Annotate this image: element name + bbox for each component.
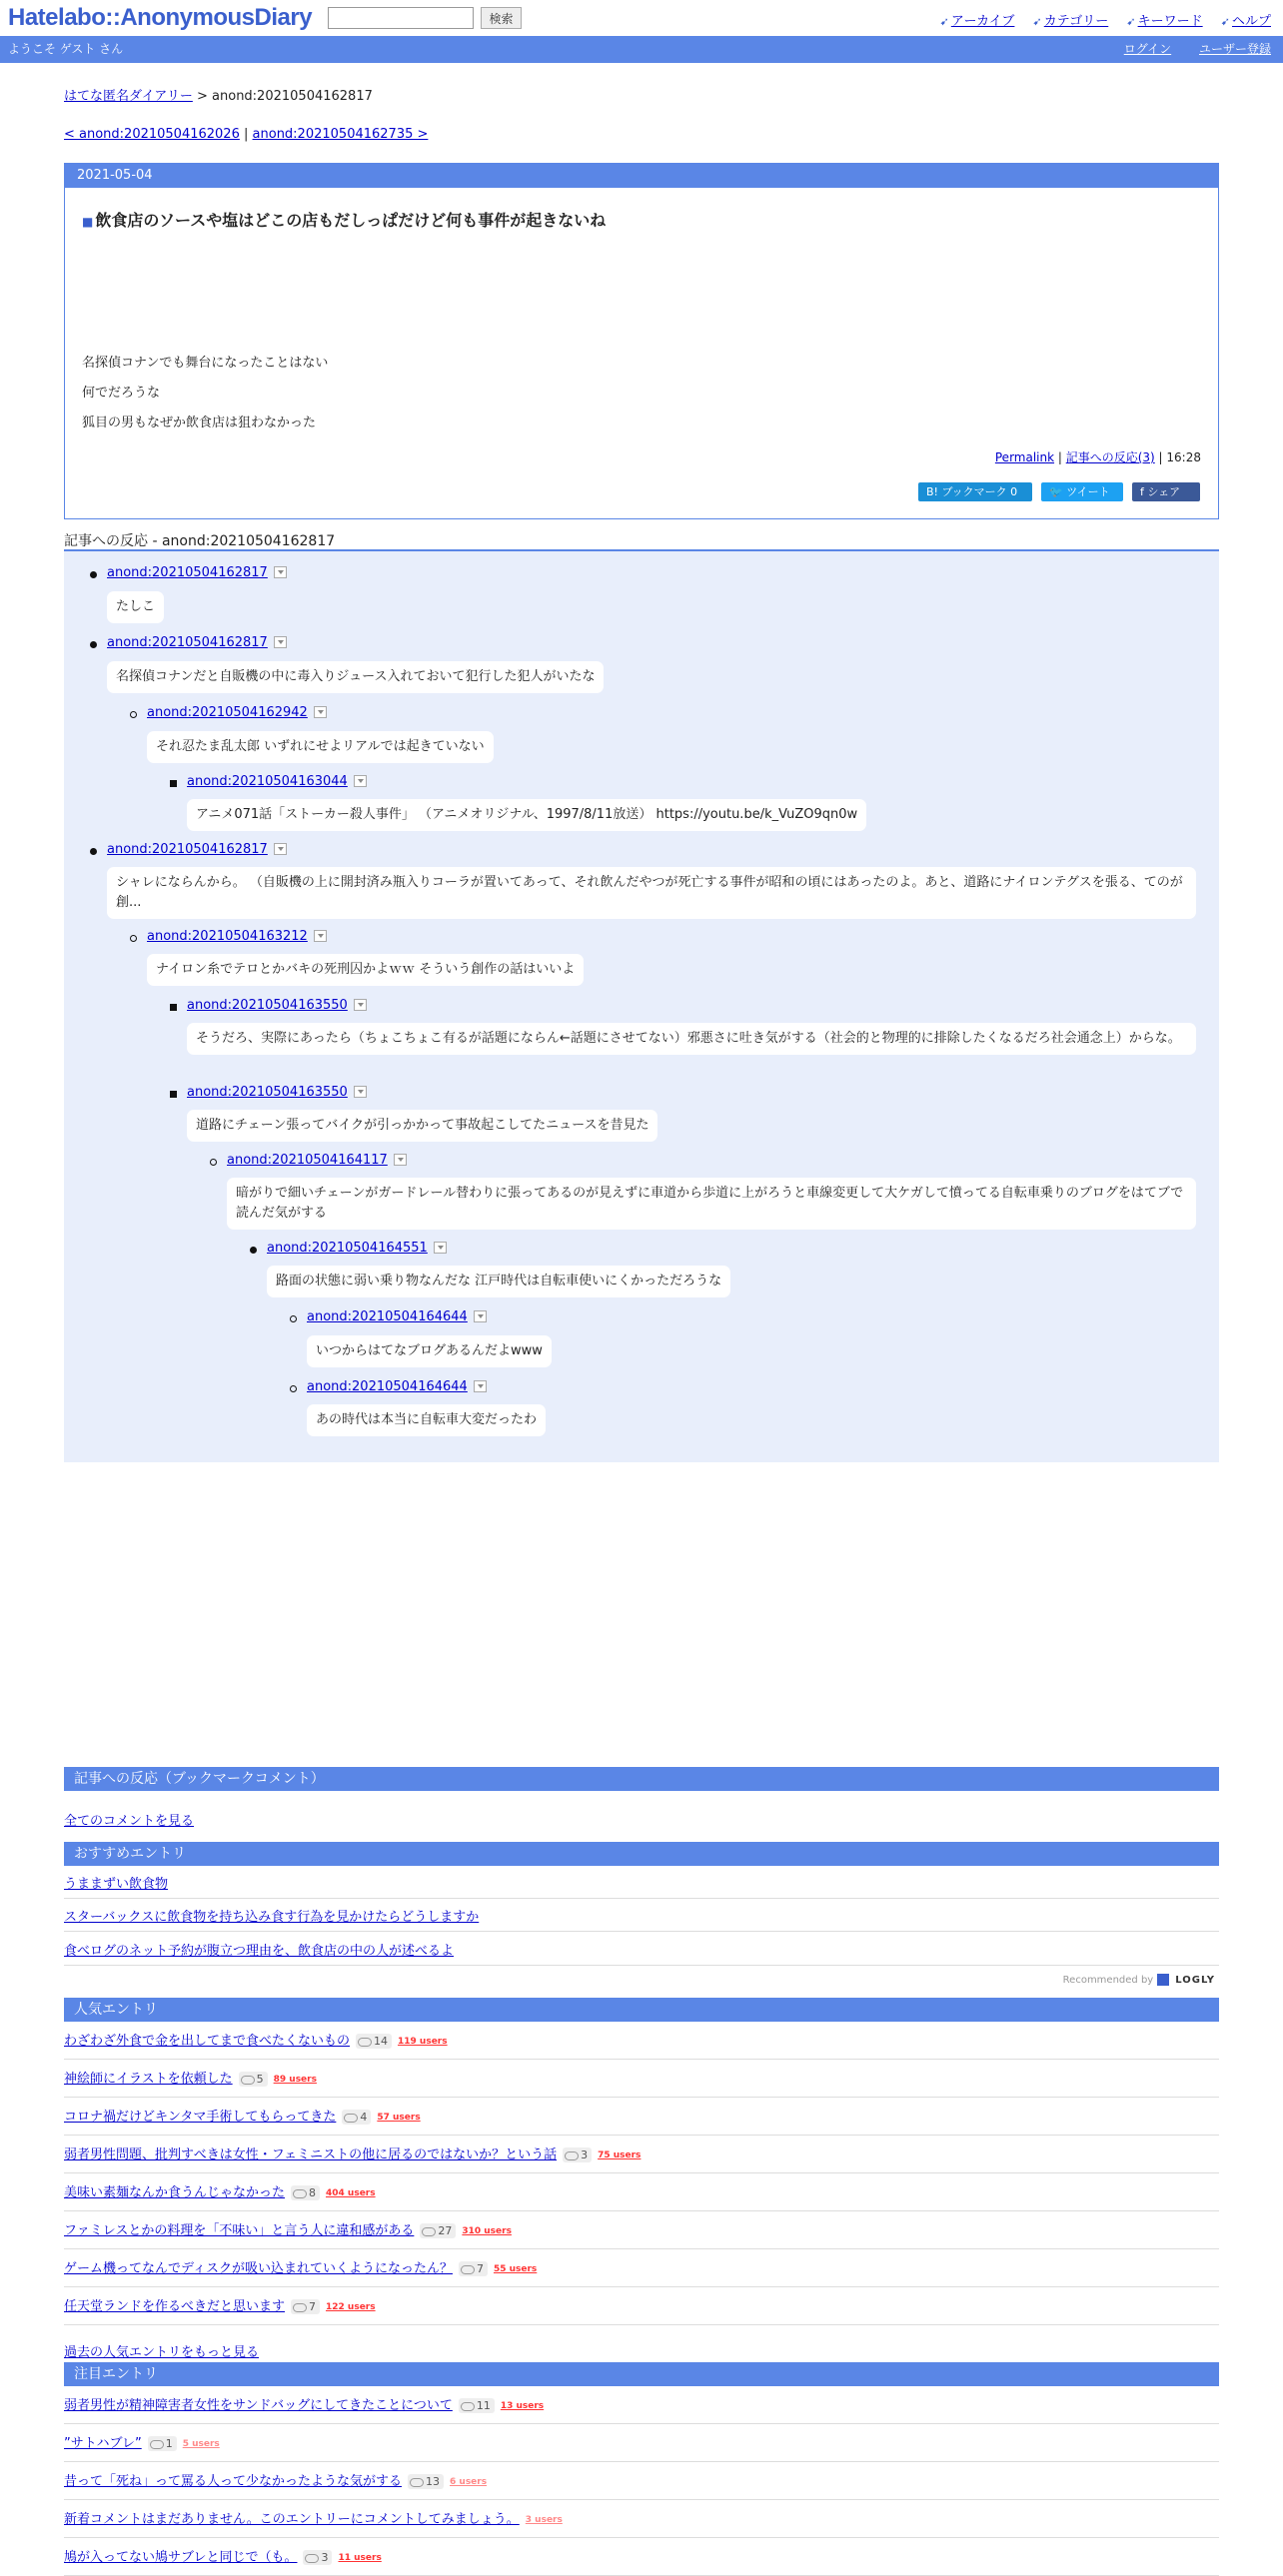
comment-count-value: 7 <box>309 2300 317 2313</box>
comment-count[interactable] <box>408 2474 444 2489</box>
users-badge[interactable]: 310 users <box>462 2225 512 2236</box>
comment-count-value: 3 <box>581 2148 589 2161</box>
users-badge[interactable]: 404 users <box>326 2187 376 2198</box>
entry-link[interactable]: 新着コメントはまだありません。このエントリーにコメントしてみましょう。 <box>64 2512 520 2527</box>
bullet <box>250 1247 257 1254</box>
bullet <box>170 780 177 787</box>
list-item <box>64 2030 1219 2060</box>
entry-date: 2021-05-04 <box>65 164 1218 188</box>
reaction-text: たしこ <box>107 591 164 623</box>
list-item <box>64 2432 1219 2462</box>
reactions-link[interactable]: 記事への反応(3) <box>1065 450 1155 464</box>
entry-link[interactable]: わざわざ外食で金を出してまで食べたくないもの <box>64 2034 351 2049</box>
reaction-link[interactable]: anond:20210504162942 <box>147 705 327 720</box>
dropdown-icon[interactable] <box>274 843 287 855</box>
entry-title-text: 飲食店のソースや塩はどこの店もだしっぱだけど何も事件が起きないね <box>95 211 607 230</box>
reaction-link[interactable]: anond:20210504163212 <box>147 929 327 944</box>
comment-icon <box>305 2554 319 2563</box>
bookmark-comments-heading: 記事への反応（ブックマークコメント） <box>64 1767 1219 1791</box>
comment-count[interactable] <box>459 2398 495 2413</box>
comment-icon <box>358 2038 372 2047</box>
breadcrumb-separator: > <box>196 89 208 104</box>
reaction-text: それ忍たま乱太郎 いずれにせよリアルでは起きていない <box>147 731 494 763</box>
comment-count-value: 14 <box>374 2035 389 2048</box>
search-button[interactable]: 検索 <box>481 7 522 29</box>
arrow-icon: ➹ <box>1220 15 1230 28</box>
comment-icon <box>461 2265 475 2274</box>
reaction-link[interactable]: anond:20210504164551 <box>267 1241 447 1256</box>
comment-count[interactable] <box>291 2185 320 2200</box>
entry-link[interactable]: 任天堂ランドを作るべきだと思います <box>64 2299 286 2314</box>
tweet-button[interactable] <box>1041 482 1123 501</box>
users-badge[interactable]: 122 users <box>326 2301 376 2312</box>
entry-link[interactable]: 弱者男性が精神障害者女性をサンドバッグにしてきたことについて <box>64 2398 453 2413</box>
bullet <box>90 641 97 648</box>
bullet <box>130 935 137 942</box>
arrow-icon: ➹ <box>939 15 949 28</box>
list-item <box>64 1906 1219 1932</box>
reaction-text: シャレにならんから。 （自販機の上に開封済み瓶入りコーラが置いてあって、それ飲んだやつが死亡する事件が昭和の頃にはあったのよ。あと、道路にナイロンテグスを張る、てのが創... <box>107 867 1196 919</box>
bullet <box>210 1159 217 1166</box>
recommended-credit[interactable] <box>1063 1974 1215 1986</box>
arrow-icon: ➹ <box>1032 15 1042 28</box>
logly-icon <box>1157 1974 1169 1986</box>
comment-count-value: 4 <box>360 2111 368 2124</box>
entry-body-line: 狐目の男もなぜか飲食店は狙わなかった <box>82 416 317 430</box>
comment-count-value: 3 <box>321 2551 329 2564</box>
more-popular-link[interactable]: 過去の人気エントリをもっと見る <box>64 2345 260 2360</box>
list-item <box>64 2257 1219 2287</box>
comment-count-value: 11 <box>476 2399 491 2412</box>
entry-link[interactable]: コロナ禍だけどキンタマ手術してもらってきた <box>64 2110 337 2125</box>
comment-icon <box>422 2227 436 2236</box>
reaction-link[interactable]: anond:20210504163550 <box>187 1085 367 1100</box>
reaction-link[interactable]: anond:20210504164117 <box>227 1153 407 1168</box>
comment-count[interactable] <box>342 2110 371 2125</box>
top-nav <box>926 10 1271 29</box>
comment-count[interactable] <box>420 2223 456 2238</box>
users-badge[interactable]: 119 users <box>398 2036 448 2047</box>
nav-help[interactable]: ヘルプ <box>1231 14 1271 29</box>
dropdown-icon[interactable] <box>474 1380 487 1392</box>
all-comments-link[interactable]: 全てのコメントを見る <box>64 1814 195 1829</box>
comment-icon <box>293 2303 307 2312</box>
nav-category[interactable]: カテゴリー <box>1043 14 1109 29</box>
comment-count-value: 5 <box>256 2073 264 2086</box>
list-item <box>64 2394 1219 2424</box>
facebook-icon: f <box>1140 485 1148 498</box>
breadcrumb <box>64 85 373 104</box>
tweet-label: ツイート <box>1066 485 1110 498</box>
list-item <box>64 1873 1219 1899</box>
list-item <box>64 2508 1219 2538</box>
comment-icon <box>293 2189 307 2198</box>
comment-count[interactable] <box>291 2299 320 2314</box>
bullet <box>170 1004 177 1011</box>
list-item <box>64 2219 1219 2249</box>
nav-archive[interactable]: アーカイブ <box>950 14 1015 29</box>
pager-separator: | <box>244 127 249 142</box>
comment-count[interactable] <box>563 2147 592 2162</box>
entry-time: 16:28 <box>1166 450 1201 464</box>
list-item <box>64 2181 1219 2211</box>
recommended-link[interactable]: 食べログのネット予約が腹立つ理由を、飲食店の中の人が述べるよ <box>64 1944 455 1959</box>
register-link[interactable]: ユーザー登録 <box>1198 42 1271 56</box>
nav-keyword[interactable]: キーワード <box>1137 14 1203 29</box>
entry-link[interactable]: ”サトハブレ” <box>64 2436 142 2451</box>
prev-entry-link[interactable]: < anond:20210504162026 <box>64 127 240 142</box>
dropdown-icon[interactable] <box>314 706 327 718</box>
users-badge[interactable]: 5 users <box>182 2438 220 2449</box>
users-badge[interactable]: 3 users <box>525 2514 563 2525</box>
list-item <box>64 2106 1219 2136</box>
reaction-link[interactable]: anond:20210504162817 <box>107 565 287 580</box>
comment-count-value: 13 <box>426 2475 441 2488</box>
comment-icon <box>241 2076 255 2085</box>
pager <box>64 127 428 142</box>
dropdown-icon[interactable] <box>274 566 287 578</box>
comment-count-value: 8 <box>309 2186 317 2199</box>
comment-count[interactable] <box>459 2261 488 2276</box>
attention-heading: 注目エントリ <box>64 2362 1219 2386</box>
popular-heading: 人気エントリ <box>64 1998 1219 2022</box>
login-link[interactable]: ログイン <box>1123 42 1172 56</box>
bullet <box>130 711 137 718</box>
entry-link[interactable]: 神絵師にイラストを依頼した <box>64 2072 233 2087</box>
dropdown-icon[interactable] <box>434 1242 447 1254</box>
users-badge[interactable]: 57 users <box>377 2112 421 2123</box>
comment-count[interactable] <box>303 2550 332 2565</box>
entry-link[interactable]: ファミレスとかの料理を「不味い」と言う人に違和感がある <box>64 2223 415 2238</box>
dropdown-icon[interactable] <box>354 1086 367 1098</box>
reaction-link[interactable]: anond:20210504162817 <box>107 635 287 650</box>
reaction-text: あの時代は本当に自転車大変だったわ <box>307 1404 546 1436</box>
dropdown-icon[interactable] <box>274 636 287 648</box>
entry-link[interactable]: 鳩が入ってない鳩サブレと同じで（も。 <box>64 2550 298 2565</box>
list-item <box>64 2068 1219 2098</box>
entry-link[interactable]: ゲーム機ってなんでディスクが吸い込まれていくようになったん？ <box>64 2261 453 2276</box>
users-badge[interactable]: 13 users <box>500 2400 545 2411</box>
users-badge[interactable]: 55 users <box>493 2263 538 2274</box>
credit-text: Recommended by <box>1062 1975 1154 1986</box>
comment-icon <box>344 2114 358 2123</box>
reaction-text: アニメ071話「ストーカー殺人事件」 （アニメオリジナル、1997/8/11放送） https://youtu.be/k_VuZO9qn0w <box>187 799 866 831</box>
next-entry-link[interactable]: anond:20210504162735 > <box>252 127 429 142</box>
entry-link[interactable]: 美味い素麺なんか食うんじゃなかった <box>64 2185 286 2200</box>
entry-body-line: 名探偵コナンでも舞台になったことはない <box>82 356 329 371</box>
bullet <box>90 848 97 855</box>
reaction-link[interactable]: anond:20210504164644 <box>307 1309 487 1324</box>
users-badge[interactable]: 6 users <box>450 2476 488 2487</box>
dropdown-icon[interactable] <box>354 999 367 1011</box>
comment-icon <box>461 2402 475 2411</box>
permalink[interactable]: Permalink <box>994 450 1055 464</box>
users-badge[interactable]: 11 users <box>338 2552 382 2563</box>
arrow-icon: ➹ <box>1126 15 1136 28</box>
list-item <box>64 2295 1219 2325</box>
list-item <box>64 1940 1219 1966</box>
facebook-label: シェア <box>1147 485 1181 498</box>
user-bar <box>0 36 1283 63</box>
hatena-bookmark-button[interactable]: B! ブックマーク 0 <box>918 482 1032 501</box>
logly-logo: LOGLY <box>1175 1975 1215 1986</box>
reaction-link[interactable]: anond:20210504163044 <box>187 774 367 789</box>
reaction-link[interactable]: anond:20210504164644 <box>307 1379 487 1394</box>
dropdown-icon[interactable] <box>394 1154 407 1166</box>
dropdown-icon[interactable] <box>314 930 327 942</box>
list-item <box>64 2546 1219 2576</box>
reaction-tree <box>64 551 1219 1462</box>
reaction-text: 名探偵コナンだと自販機の中に毒入りジュース入れておいて犯行した犯人がいたな <box>107 661 604 693</box>
comment-count[interactable] <box>356 2034 392 2049</box>
entry-footer: Permalink | 記事への反応(3) | 16:28 <box>994 450 1201 464</box>
all-comments-row <box>64 1810 194 1829</box>
diary-entry <box>64 163 1219 519</box>
reaction-text: 暗がりで細いチェーンがガードレール替わりに張ってあるのが見えずに車道から歩道に上がろうと車線変更して大ケガして憤ってる自転車乗りのブログをはてブで読んだ気がする <box>227 1178 1196 1230</box>
entry-title <box>82 208 606 231</box>
breadcrumb-current: anond:20210504162817 <box>212 89 373 104</box>
square-icon[interactable]: ■ <box>82 215 94 229</box>
dropdown-icon[interactable] <box>474 1310 487 1322</box>
entry-body-line: 何でだろうな <box>82 386 161 401</box>
recommended-heading: おすすめエントリ <box>64 1842 1219 1866</box>
twitter-icon: 🐦 <box>1049 485 1067 498</box>
reaction-text: 道路にチェーン張ってバイクが引っかかって事故起こしてたニュースを昔見た <box>187 1110 657 1142</box>
comment-count[interactable] <box>148 2436 177 2451</box>
comment-count-value: 1 <box>165 2437 173 2450</box>
bullet <box>290 1385 297 1392</box>
list-item <box>64 2144 1219 2173</box>
search-input[interactable] <box>328 7 474 29</box>
reaction-link[interactable]: anond:20210504162817 <box>107 842 287 857</box>
site-logo[interactable]: Hatelabo::AnonymousDiary <box>8 4 313 31</box>
reaction-link[interactable]: anond:20210504163550 <box>187 998 367 1013</box>
comment-icon <box>565 2151 579 2160</box>
comment-icon <box>150 2440 164 2449</box>
users-badge[interactable]: 89 users <box>273 2074 317 2085</box>
reaction-text: いつからはてなブログあるんだよwww <box>307 1335 552 1367</box>
reactions-heading: 記事への反応 - anond:20210504162817 <box>64 533 336 549</box>
dropdown-icon[interactable] <box>354 775 367 787</box>
comment-count-value: 7 <box>476 2262 484 2275</box>
facebook-share-button[interactable] <box>1132 482 1200 501</box>
comment-icon <box>410 2478 424 2487</box>
users-badge[interactable]: 75 users <box>598 2149 642 2160</box>
bullet <box>170 1091 177 1098</box>
entry-link[interactable]: 昔って「死ね」って罵る人って少なかったような気がする <box>64 2474 403 2489</box>
more-popular-row <box>64 2341 259 2360</box>
list-item <box>64 2470 1219 2500</box>
reaction-text: 路面の状態に弱い乗り物なんだな 江戸時代は自転車使いにくかっただろうな <box>267 1266 730 1297</box>
reaction-text: そうだろ、実際にあったら（ちょこちょこ有るが話題にならん←話題にさせてない）邪悪さに吐き気がする（社会的と物理的に排除したくなるだろ社会通念上）からな。 <box>187 1023 1196 1055</box>
recommended-link[interactable]: うままずい飲食物 <box>64 1877 169 1892</box>
comment-count-value: 27 <box>438 2224 453 2237</box>
entry-link[interactable]: 弱者男性問題、批判すべきは女性・フェミニストの他に居るのではないか？という話 <box>64 2147 558 2162</box>
comment-count[interactable] <box>239 2072 268 2087</box>
breadcrumb-home[interactable]: はてな匿名ダイアリー <box>64 89 193 104</box>
bullet <box>90 571 97 578</box>
reaction-text: ナイロン糸でテロとかバキの死刑囚かよｗｗ そういう創作の話はいいよ <box>147 954 584 986</box>
recommended-link[interactable]: スターバックスに飲食物を持ち込み食す行為を見かけたらどうしますか <box>64 1910 480 1925</box>
welcome-text: ようこそ ゲスト さん <box>8 42 124 56</box>
top-bar <box>0 0 1283 36</box>
bullet <box>290 1315 297 1322</box>
